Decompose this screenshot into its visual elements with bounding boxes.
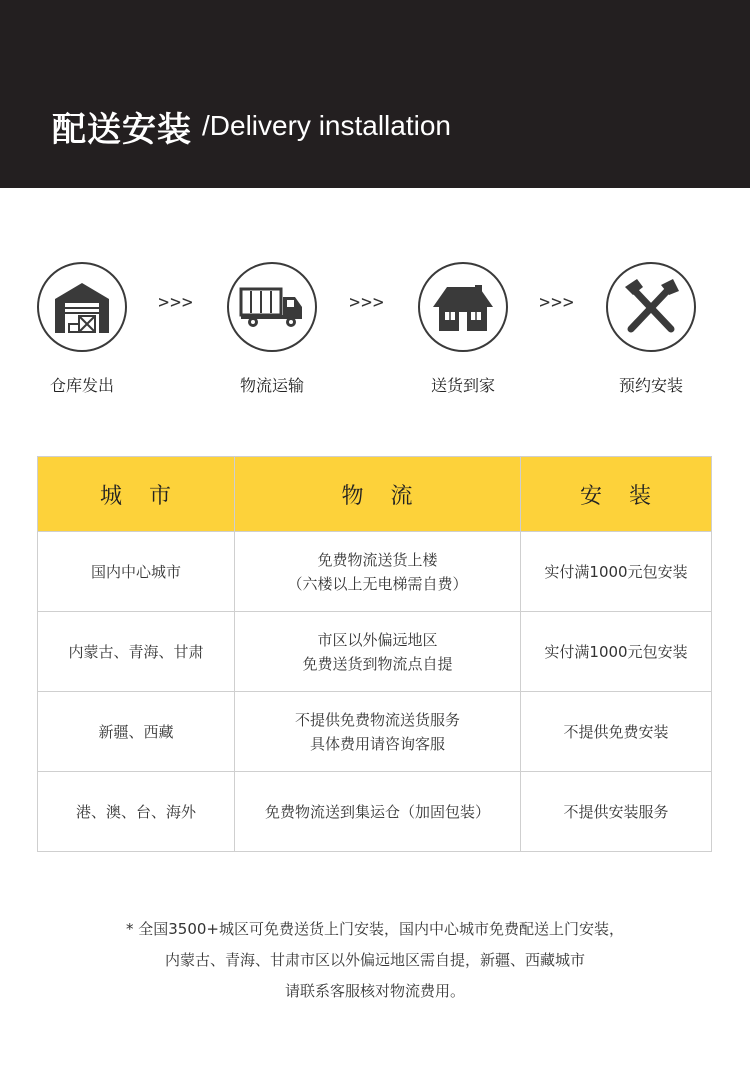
logistics-cell [235,692,521,772]
install-cell: 实付满1000元包安装 [521,532,712,612]
delivery-steps [0,262,750,402]
step-installation [591,262,711,396]
logistics-line: （六楼以上无电梯需自费） [287,574,468,593]
column-header-installation: 安 装 [521,457,712,532]
warehouse-icon [37,262,127,352]
truck-icon [227,262,317,352]
logistics-cell [235,532,521,612]
step-transport [212,262,332,396]
install-cell: 不提供免费安装 [521,692,712,772]
footnote-line: 请联系客服核对物流费用。 [284,982,465,1000]
tools-icon [606,262,696,352]
header-banner [0,0,750,188]
step-label: 仓库发出 [49,376,114,395]
step-home-delivery [403,262,523,396]
table-row [38,772,712,852]
arrow-indicator: >>> [349,292,385,313]
column-header-city: 城 市 [38,457,235,532]
logistics-cell [235,612,521,692]
footnote-line: * 全国3500+城区可免费送货上门安装，国内中心城市免费配送上门安装， [125,920,624,938]
arrow-indicator: >>> [539,292,575,313]
city-cell: 内蒙古、青海、甘肃 [38,612,235,692]
install-cell: 实付满1000元包安装 [521,612,712,692]
logistics-cell [235,772,521,852]
install-cell: 不提供安装服务 [521,772,712,852]
logistics-line: 具体费用请咨询客服 [309,734,445,753]
city-cell: 港、澳、台、海外 [38,772,235,852]
step-label: 送货到家 [430,376,495,395]
table-row [38,612,712,692]
city-cell: 新疆、西藏 [38,692,235,772]
footnote [0,914,750,1007]
table-row [38,532,712,612]
house-icon [418,262,508,352]
logistics-line: 不提供免费物流送货服务 [294,710,460,729]
step-label: 预约安装 [618,376,683,395]
table-header-row [38,457,712,532]
page-title [52,96,451,156]
logistics-line: 免费物流送到集运仓（加固包装） [264,802,490,821]
table-row [38,692,712,772]
logistics-line: 免费物流送货上楼 [317,550,438,569]
arrow-indicator: >>> [158,292,194,313]
step-label: 物流运输 [239,376,304,395]
step-warehouse [22,262,142,396]
column-header-logistics: 物 流 [235,457,521,532]
logistics-line: 免费送货到物流点自提 [302,654,453,673]
title-english: /Delivery installation [202,110,451,141]
footnote-line: 内蒙古、青海、甘肃市区以外偏远地区需自提，新疆、西藏城市 [164,951,585,969]
title-chinese: 配送安装 [52,109,192,150]
city-cell: 国内中心城市 [38,532,235,612]
logistics-line: 市区以外偏远地区 [317,630,438,649]
delivery-info-table [37,456,712,852]
